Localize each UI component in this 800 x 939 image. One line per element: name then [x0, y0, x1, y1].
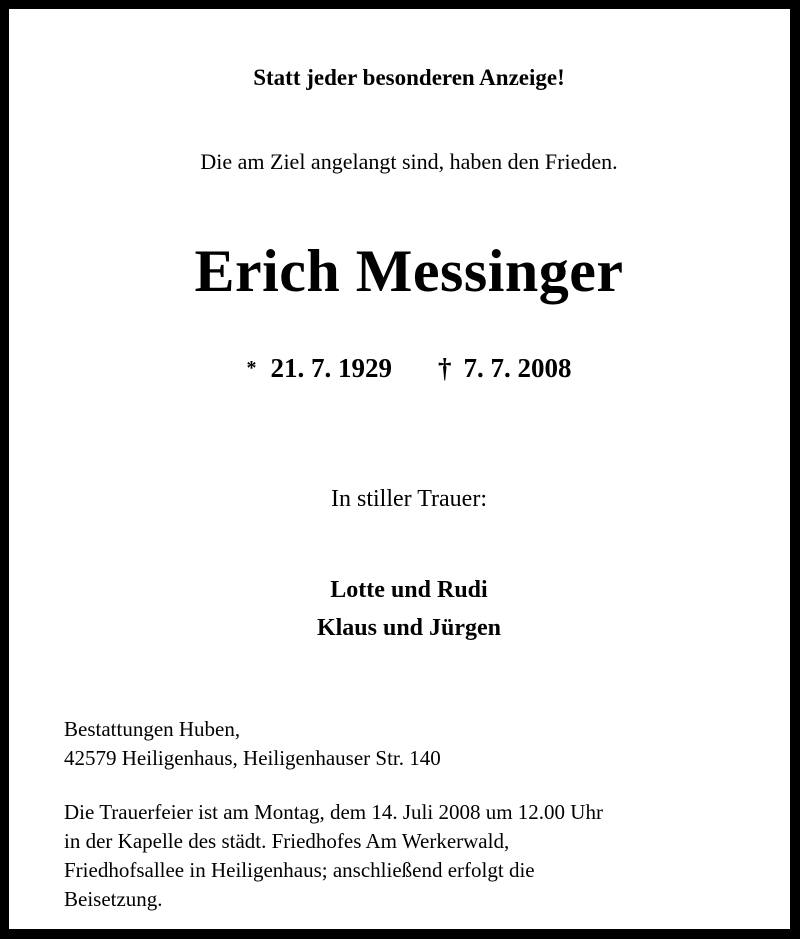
- death-date: 7. 7. 2008: [463, 353, 572, 383]
- family-signatures: [9, 571, 800, 647]
- funeral-home-line: 42579 Heiligenhaus, Heiligenhauser Str. 140: [64, 746, 441, 770]
- mourning-phrase: In stiller Trauer:: [331, 486, 487, 512]
- funeral-home-address: [64, 715, 784, 773]
- family-line: Klaus und Jürgen: [316, 615, 502, 641]
- death-cross-icon: †: [438, 353, 452, 383]
- life-dates: [9, 353, 800, 384]
- funeral-home-line: Bestattungen Huben,: [64, 717, 241, 741]
- motto: Die am Ziel angelangt sind, haben den Frieden.: [200, 149, 618, 174]
- ceremony-line: Friedhofsallee in Heiligenhaus; anschließend erfolgt die: [64, 858, 535, 882]
- ceremony-line: Beisetzung.: [64, 887, 163, 911]
- ceremony-line: in der Kapelle des städt. Friedhofes Am Werkerwald,: [64, 829, 510, 853]
- deceased-name: Erich Messinger: [194, 238, 624, 304]
- ceremony-details: [64, 798, 784, 914]
- family-line: Lotte und Rudi: [330, 577, 488, 603]
- birth-date: 21. 7. 1929: [270, 353, 392, 383]
- birth-star-icon: *: [246, 357, 257, 379]
- headline: Statt jeder besonderen Anzeige!: [253, 65, 565, 90]
- ceremony-line: Die Trauerfeier ist am Montag, dem 14. Juli 2008 um 12.00 Uhr: [64, 800, 603, 824]
